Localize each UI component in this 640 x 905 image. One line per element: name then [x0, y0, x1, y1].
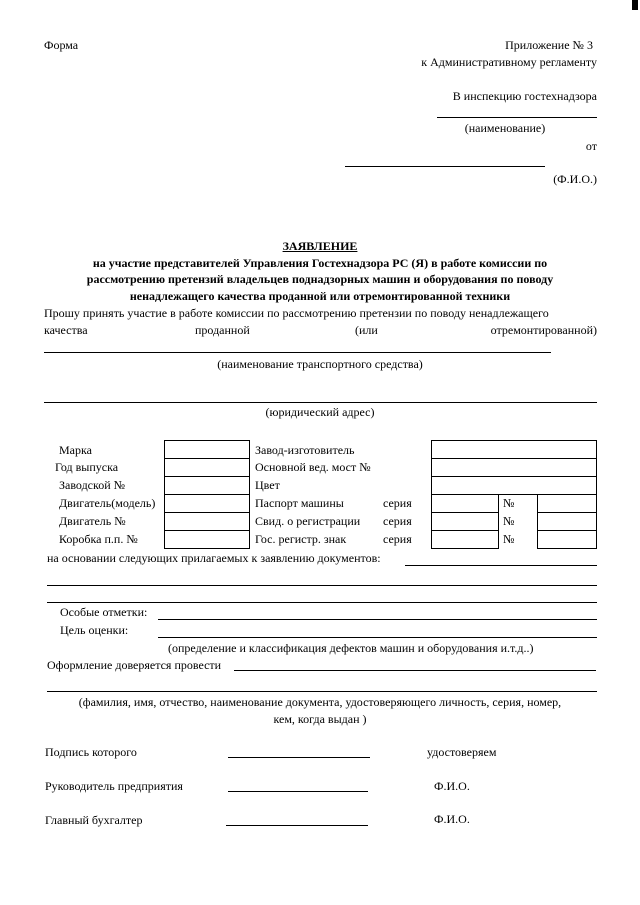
- field-box-color[interactable]: [431, 476, 597, 495]
- defects-caption: (определение и классификация дефектов машин и оборудования и.т.д..): [168, 641, 534, 655]
- applicant-fio-caption: (Ф.И.О.): [553, 172, 597, 186]
- field-label-drive-axle: Основной вед. мост №: [255, 460, 371, 474]
- field-box-engine-number[interactable]: [164, 512, 250, 531]
- request-word-quality: качества: [44, 323, 88, 337]
- field-box-registration-series[interactable]: [431, 512, 499, 531]
- field-label-passport: Паспорт машины: [255, 496, 344, 510]
- person-caption-2: кем, когда выдан ): [273, 712, 367, 726]
- documents-line-inline[interactable]: [405, 565, 597, 566]
- signature-of-label: Подпись которого: [45, 745, 137, 759]
- document-title: ЗАЯВЛЕНИЕ: [282, 239, 358, 253]
- field-label-engine-number: Двигатель №: [59, 514, 126, 528]
- accountant-fio-label: Ф.И.О.: [434, 812, 470, 826]
- field-box-manufacturer[interactable]: [431, 440, 597, 459]
- vehicle-name-caption: (наименование транспортного средства): [217, 357, 423, 371]
- entrusted-label: Оформление доверяется провести: [47, 658, 222, 672]
- recipient-inspection: В инспекцию гостехнадзора: [452, 89, 597, 103]
- number-sign: №: [503, 532, 515, 546]
- person-caption-1: (фамилия, имя, отчество, наименование документа, удостоверяющего личность, серия, номер,: [78, 695, 562, 709]
- evaluation-goal-label: Цель оценки:: [60, 623, 129, 637]
- number-sign: №: [503, 496, 515, 510]
- field-box-drive-axle[interactable]: [431, 458, 597, 477]
- documents-label: на основании следующих прилагаемых к заявлению документов:: [47, 551, 381, 565]
- field-box-factory-number[interactable]: [164, 476, 250, 495]
- field-label-plate: Гос. регистр. знак: [255, 532, 347, 546]
- title-subline-1: на участие представителей Управления Гостехнадзора РС (Я) в работе комиссии по: [92, 256, 548, 270]
- field-label-brand: Марка: [59, 443, 92, 457]
- request-word-sold: проданной: [195, 323, 250, 337]
- special-marks-label: Особые отметки:: [60, 605, 148, 619]
- field-label-color: Цвет: [255, 478, 280, 492]
- vehicle-name-line[interactable]: [44, 352, 551, 353]
- series-label: серия: [383, 532, 412, 546]
- certify-label: удостоверяем: [427, 745, 497, 759]
- head-of-enterprise-label: Руководитель предприятия: [45, 779, 183, 793]
- series-label: серия: [383, 496, 412, 510]
- person-details-line[interactable]: [47, 691, 597, 692]
- head-signature-line[interactable]: [228, 791, 368, 792]
- legal-address-line[interactable]: [44, 402, 597, 403]
- form-label: Форма: [44, 38, 79, 52]
- scan-corner-mark: [632, 0, 638, 10]
- signature-line[interactable]: [228, 757, 370, 758]
- recipient-name-line: [437, 117, 597, 118]
- field-box-passport-number[interactable]: [537, 494, 597, 513]
- regulation-reference: к Административному регламенту: [421, 55, 597, 69]
- field-label-year: Год выпуска: [55, 460, 119, 474]
- request-text-line-1: Прошу принять участие в работе комиссии по рассмотрению претензии по поводу ненадлежащего: [44, 306, 549, 320]
- field-label-gearbox-number: Коробка п.п. №: [59, 532, 138, 546]
- field-label-factory-number: Заводской №: [59, 478, 126, 492]
- field-label-engine-model: Двигатель(модель): [59, 496, 156, 510]
- field-box-brand[interactable]: [164, 440, 250, 459]
- series-label: серия: [383, 514, 412, 528]
- documents-line[interactable]: [47, 602, 597, 603]
- recipient-name-caption: (наименование): [464, 121, 546, 135]
- field-box-plate-number[interactable]: [537, 530, 597, 549]
- field-label-manufacturer: Завод-изготовитель: [255, 443, 355, 457]
- appendix-number: Приложение № 3: [505, 38, 593, 52]
- request-word-or: (или: [355, 323, 378, 337]
- request-word-repaired: отремонтированной): [490, 323, 597, 337]
- documents-line[interactable]: [47, 585, 597, 586]
- special-marks-line[interactable]: [158, 619, 597, 620]
- entrusted-person-line[interactable]: [234, 670, 596, 671]
- field-box-gearbox-number[interactable]: [164, 530, 250, 549]
- field-box-passport-series[interactable]: [431, 494, 499, 513]
- field-box-plate-series[interactable]: [431, 530, 499, 549]
- field-box-year[interactable]: [164, 458, 250, 477]
- applicant-name-line: [345, 166, 545, 167]
- field-box-registration-number[interactable]: [537, 512, 597, 531]
- from-label: от: [585, 139, 597, 153]
- field-label-registration-cert: Свид. о регистрации: [255, 514, 361, 528]
- title-subline-2: рассмотрению претензий владельцев поднадзорных машин и оборудования по поводу: [86, 272, 554, 286]
- legal-address-caption: (юридический адрес): [265, 405, 375, 419]
- chief-accountant-label: Главный бухгалтер: [45, 813, 143, 827]
- title-subline-3: ненадлежащего качества проданной или отремонтированной техники: [129, 289, 511, 303]
- field-box-engine-model[interactable]: [164, 494, 250, 513]
- evaluation-goal-line[interactable]: [158, 637, 597, 638]
- number-sign: №: [503, 514, 515, 528]
- head-fio-label: Ф.И.О.: [434, 779, 470, 793]
- accountant-signature-line[interactable]: [226, 825, 368, 826]
